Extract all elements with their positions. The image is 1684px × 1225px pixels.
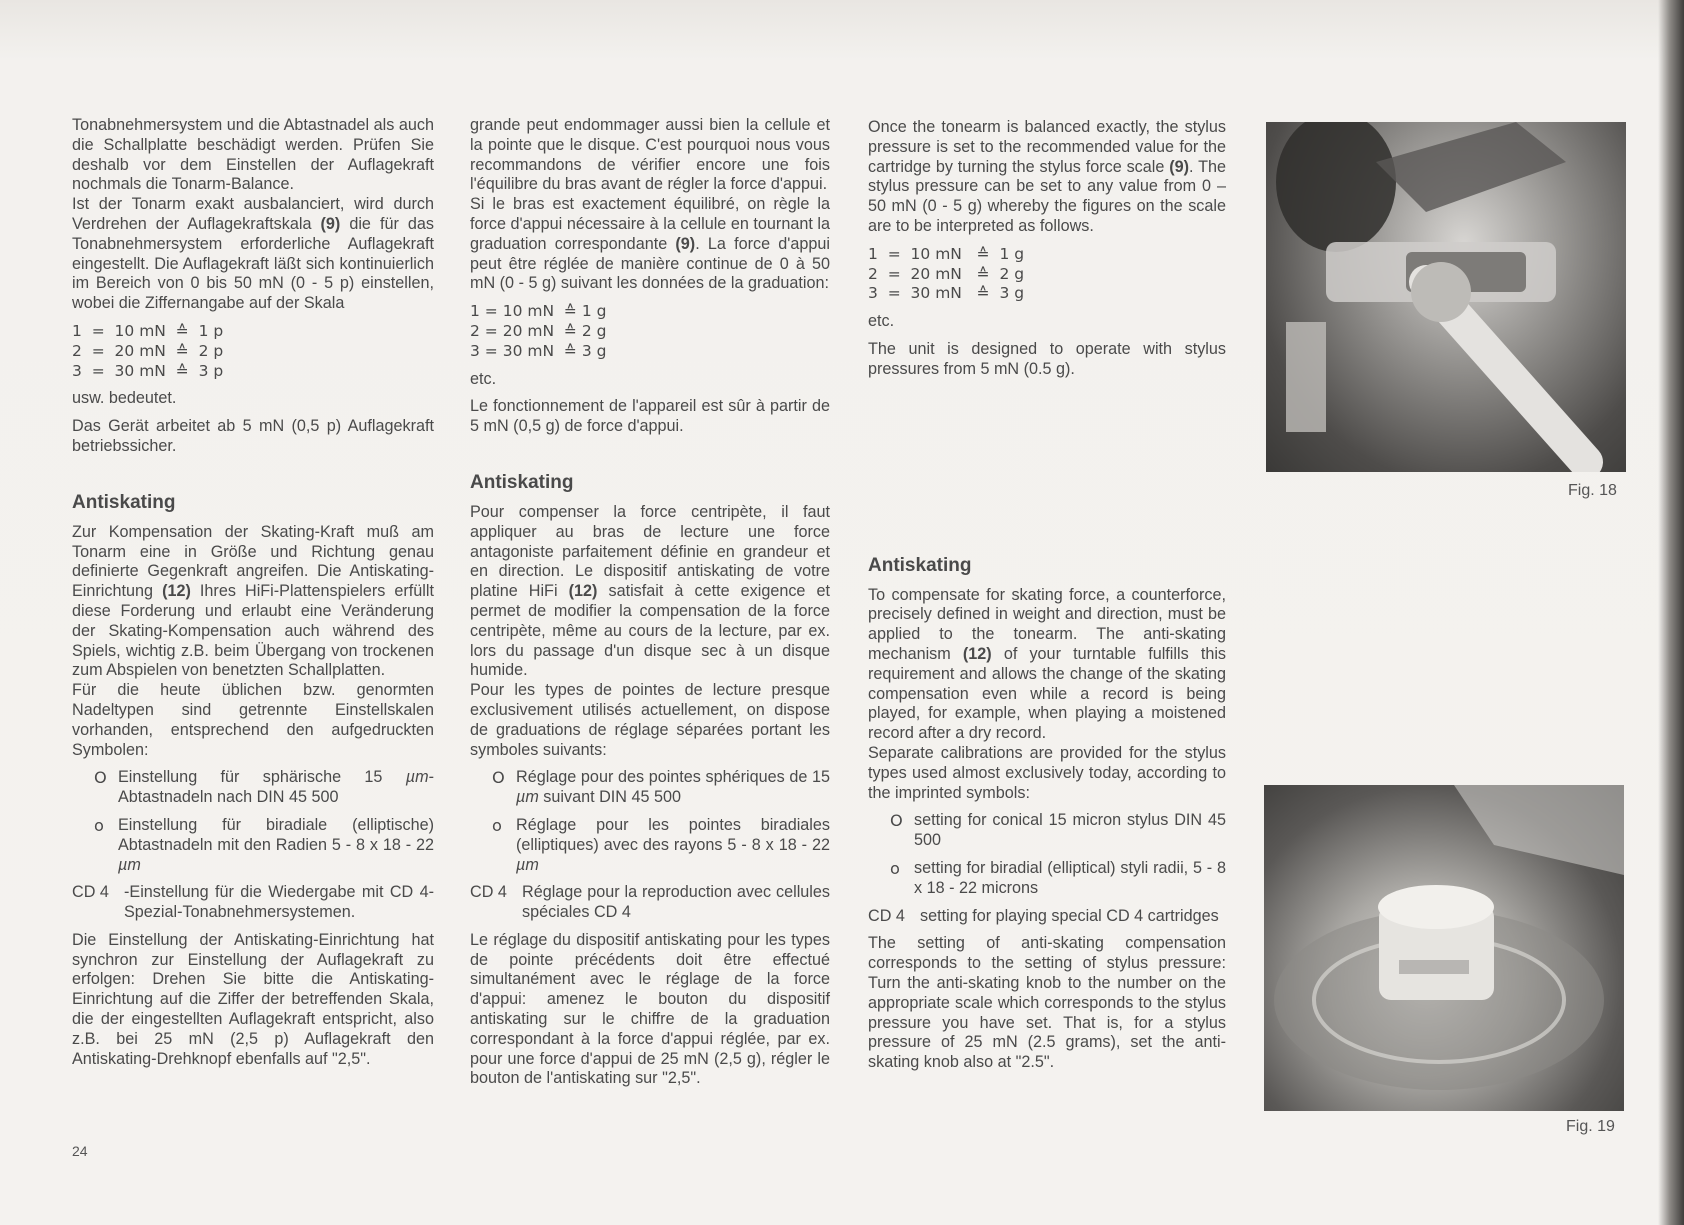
french-etc: etc. [470, 369, 497, 388]
page-number: 24 [72, 1143, 88, 1159]
biradial-symbol-icon: o [890, 858, 900, 878]
french-antiskating-paragraph-2: Pour les types de pointes de lecture presque exclusivement utilisés actuellement, on dispose de graduations de réglage séparées portant les symboles suivants: [470, 681, 830, 759]
french-item-spherical: O Réglage pour des pointes sphériques de 15 µm suivant DIN 45 500 [492, 768, 830, 807]
equation-2: 2 = 20 mN ≙ 2 g [868, 264, 1025, 283]
english-stylus-force-paragraph: Once the tonearm is balanced exactly, the stylus pressure is set to the recommended value for the cartridge by turning the stylus force scale (9). The stylus pressure can be set to any value from 0 – 50 mN (0 - 5 g) whereby the figures on the scale are to be interpreted as follows. [868, 118, 1226, 235]
french-stylus-force-paragraph: Si le bras est exactement équilibré, on règle la force d'appui nécessaire à la cellule en tournant la graduation correspondante (9). La force d'appui peut être réglée de manière continue de 0 à 50 mN (0 - 5 g) suivant les données de la graduation: [470, 195, 830, 293]
french-intro: grande peut endommager aussi bien la cellule et la pointe que le disque. C'est pourquoi nous vous recommandons de vérifier encore une fois l'équilibre du bras avant de régler la force d'appui. [470, 116, 830, 194]
german-intro: Tonabnehmersystem und die Abtastnadel als auch die Schallplatte beschädigt werden. Prüfen Sie deshalb vor dem Einstellen der Auflagekraft nochmals die Tonarm-Balance. [72, 116, 434, 194]
english-item-biradial: o setting for biradial (elliptical) styli radii, 5 - 8 x 18 - 22 microns [890, 858, 1226, 897]
german-item-biradial: o Einstellung für biradiale (elliptische) Abtastnadeln mit den Radien 5 - 8 x 18 - 22 µm [94, 815, 434, 874]
equation-3: 3 = 30 mN ≙ 3 g [868, 284, 1025, 303]
tonearm-photo [1266, 122, 1626, 472]
biradial-symbol-icon: o [492, 815, 502, 835]
spherical-symbol-icon: O [94, 768, 107, 788]
german-stylus-force-paragraph: Ist der Tonarm exakt ausbalanciert, wird durch Verdrehen der Auflagekraftskala (9) die für das Tonabnehmersystem erforderliche Auflagekraft eingestellt. Die Auflagekraft läßt sich kontinuierlich im Bereich von 0 bis 50 mN (0 - 5 p) einstellen, wobei die Ziffernangabe auf der Skala [72, 195, 434, 313]
equation-2: 2 = 20 mN ≙ 2 g [470, 321, 607, 340]
ref-12: (12) [162, 582, 191, 601]
english-etc: etc. [868, 312, 895, 331]
german-antiskating-paragraph-2: Für die heute üblichen bzw. genormten Nadeltypen sind getrennte Einstellskalen vorhanden, entsprechend den aufgedruckten Symbolen: [72, 681, 434, 759]
french-final-paragraph: Le réglage du dispositif antiskating pour les types de pointe précédents doit être effectué simultanément avec le réglage de la force d'appui: amenez le bouton du dispositif antiskating sur le chiffre de la graduation correspondant à la force d'appui réglée, par ex. pour une force d'appui de 25 mN (2,5 g), régler le bouton de l'antiskating sur "2,5". [470, 930, 830, 1088]
german-antiskating-paragraph-1: Zur Kompensation der Skating-Kraft muß am Tonarm eine in Größe und Richtung genau definierte Gegenkraft angreifen. Die Antiskating-Einrichtung (12) Ihres HiFi-Plattenspielers erfüllt diese Forderung und erlaubt eine Veränderung der Skating-Kompensation auch während des Spiels, wichtig z.B. beim Übergang von trockenen zum Abspielen von benetzten Schallplatten. [72, 522, 434, 680]
english-heading-antiskating: Antiskating [868, 554, 972, 576]
french-antiskating-paragraph-1: Pour compenser la force centripète, il faut appliquer au bras de lecture une force antagoniste parfaitement définie en grandeur et en direction. Le dispositif antiskating de votre platine HiFi (12) satisfait à cette exigence et permet de modifier la compensation de la force centripète, même au cours de la lecture, par ex. lors du passage d'un disque sec à un disque humide. [470, 502, 831, 680]
english-antiskating-paragraph-1: To compensate for skating force, a counterforce, precisely defined in weight and direction, must be applied to the tonearm. The anti-skating mechanism (12) of your turntable fulfills this requirement and allows the change of the skating compensation even while a record is being played, for example, when playing a moistened record after a dry record. [868, 585, 1227, 743]
cd4-symbol: CD 4 [72, 883, 109, 902]
english-final-paragraph: The setting of anti-skating compensation corresponds to the setting of stylus pressure: Turn the anti-skating knob to the number on the appropriate scale which corresponds to the stylus pressure you have set. That is, for a stylus pressure of 25 mN (2.5 grams), set the anti-skating knob also at "2.5". [868, 934, 1226, 1072]
equation-1: 1 = 10 mN ≙ 1 p [72, 321, 224, 340]
ref-9: (9) [675, 234, 696, 253]
english-item-conical: O setting for conical 15 micron stylus DIN 45 500 [890, 811, 1226, 850]
antiskating-knob-illustration-icon [1264, 785, 1624, 1111]
antiskating-knob-photo [1264, 785, 1624, 1111]
equation-1: 1 = 10 mN ≙ 1 g [868, 244, 1025, 263]
french-minimum-force: Le fonctionnement de l'appareil est sûr à partir de 5 mN (0,5 g) de force d'appui. [470, 397, 830, 436]
german-final-paragraph: Die Einstellung der Antiskating-Einrichtung hat synchron zur Einstellung der Auflagekraft zu erfolgen: Drehen Sie bitte die Antiskating-Einrichtung auf die Ziffer der betreffenden Skala, die der eingestellten Auflagekraft entspricht, also z.B. bei 25 mN (2,5 p) Auflagekraft den Antiskating-Drehknopf ebenfalls auf "2,5". [72, 930, 434, 1068]
column-english [868, 118, 1226, 1073]
cd4-symbol: CD 4 [868, 906, 905, 925]
german-etc: usw. bedeutet. [72, 389, 177, 408]
english-item-cd4: CD 4 setting for playing special CD 4 cartridges [868, 906, 1219, 925]
ref-9: (9) [1169, 157, 1190, 176]
tonearm-illustration-icon [1266, 122, 1626, 472]
column-french [470, 116, 830, 1089]
ref-12: (12) [962, 644, 992, 663]
french-item-cd4: CD 4 Réglage pour la reproduction avec cellules spéciales CD 4 [470, 883, 830, 922]
french-item-biradial: o Réglage pour les pointes biradiales (elliptiques) avec des rayons 5 - 8 x 18 - 22 µm [492, 815, 830, 874]
equation-3: 3 = 30 mN ≙ 3 g [470, 341, 607, 360]
spherical-symbol-icon: O [890, 811, 903, 831]
cd4-symbol: CD 4 [470, 883, 507, 902]
equation-3: 3 = 30 mN ≙ 3 p [72, 361, 224, 380]
page-edge-shadow [1658, 0, 1684, 1225]
french-heading-antiskating: Antiskating [470, 471, 574, 493]
ref-12: (12) [568, 582, 598, 601]
figure-18-caption: Fig. 18 [1568, 482, 1617, 499]
english-minimum-force: The unit is designed to operate with stylus pressures from 5 mN (0.5 g). [868, 339, 1226, 378]
spherical-symbol-icon: O [492, 768, 505, 788]
german-heading-antiskating: Antiskating [72, 491, 176, 513]
equation-2: 2 = 20 mN ≙ 2 p [72, 341, 224, 360]
german-item-cd4: CD 4 -Einstellung für die Wiedergabe mit CD 4-Spezial-Tonabnehmersystemen. [72, 883, 434, 922]
german-item-spherical: O Einstellung für sphärische 15 µm-Abtastnadeln nach DIN 45 500 [94, 768, 434, 807]
english-antiskating-paragraph-2: Separate calibrations are provided for the stylus types used almost exclusively today, according to the imprinted symbols: [868, 743, 1226, 802]
figure-19-caption: Fig. 19 [1566, 1118, 1615, 1135]
column-german [72, 116, 434, 1069]
german-minimum-force: Das Gerät arbeitet ab 5 mN (0,5 p) Auflagekraft betriebssicher. [72, 417, 434, 455]
equation-1: 1 = 10 mN ≙ 1 g [470, 302, 607, 321]
biradial-symbol-icon: o [94, 815, 104, 835]
ref-9: (9) [320, 214, 341, 233]
